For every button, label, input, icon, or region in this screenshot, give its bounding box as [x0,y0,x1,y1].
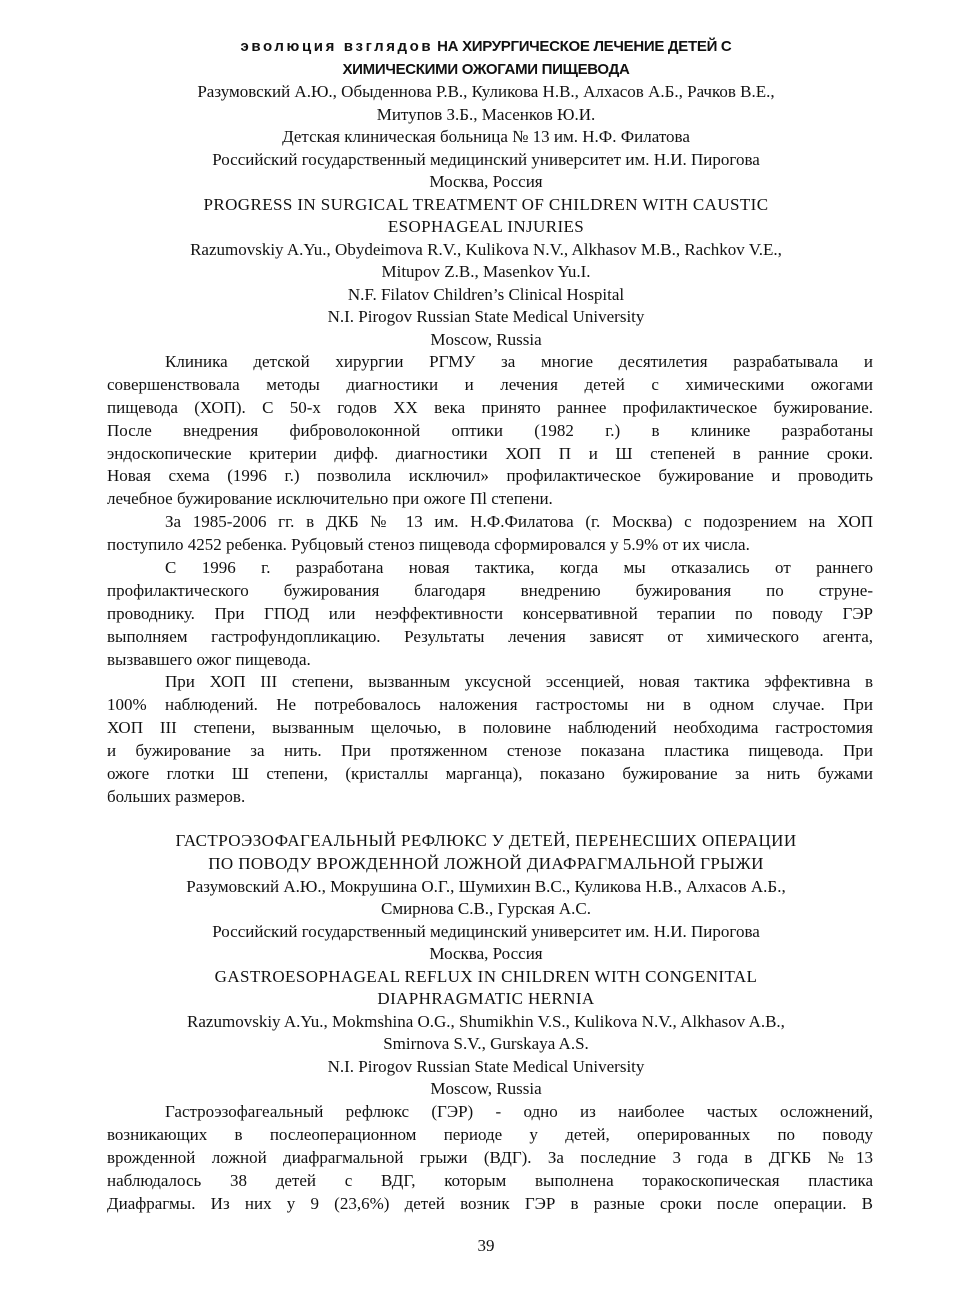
body-line: выполняем гастрофундопликацию. Результаты лечения зависят от химического агента, [107,626,873,646]
body-line: Новая схема (1996 г.) позволила исключил» профилактическое бужирование и проводить [107,466,873,486]
body-line: 100% наблюдений. Не потребовалось наложения гастростомы ни в одном случае. При [107,695,873,715]
body-line: С 1996 г. разработана новая тактика, когда мы отказались от раннего [165,558,873,578]
article1-authors-ru-2: Митупов З.Б., Масенков Ю.И. [376,105,596,124]
article2-authors-en-1: Razumovskiy A.Yu., Mokmshina O.G., Shumikhin V.S., Kulikova N.V., Alkhasov A.B., [187,1012,785,1031]
article1-authors-en-2: Mitupov Z.B., Masenkov Yu.I. [381,262,591,281]
article1-city-ru: Москва, Россия [429,172,543,191]
article2-city-en: Moscow, Russia [430,1079,542,1098]
body-line: Клиника детской хирургии РГМУ за многие десятилетия разрабатывала и [165,352,873,371]
article2-city-ru: Москва, Россия [429,944,543,963]
article1-affiliation-en-1: N.F. Filatov Children’s Clinical Hospital [347,285,625,304]
body-line: больших размеров. [107,786,246,806]
article1-title-line2: ХИМИЧЕСКИМИ ОЖОГАМИ ПИЩЕВОДА [342,61,630,78]
article1-city-en: Moscow, Russia [430,330,542,349]
article1-title-main: НА ХИРУРГИЧЕСКОЕ ЛЕЧЕНИЕ ДЕТЕЙ С [437,38,732,55]
article2-authors-en-2: Smirnova S.V., Gurskaya A.S. [383,1034,589,1053]
article2-affiliation-en-1: N.I. Pirogov Russian State Medical University [327,1057,645,1076]
body-line: проводнику. При ГПОД или неэффективности консервативной терапии по поводу ГЭР [107,603,873,623]
article1-title-en-1: PROGRESS IN SURGICAL TREATMENT OF CHILDREN WITH CAUSTIC [203,195,769,214]
body-line: эндоскопические критерии дифф. диагностики ХОП П и Ш степеней в ранние сроки. [107,443,873,463]
body-line: Диафрагмы. Из них у 9 (23,6%) детей возник ГЭР в разные сроки после операции. В [107,1193,873,1213]
article2-body [107,1101,873,1215]
body-line: После внедрения фиброволоконной оптики (1982 г.) в клинике разработаны [107,420,873,440]
body-line: Гастроэзофагеальный рефлюкс (ГЭР) - одно из наиболее частых осложнений, [165,1102,873,1121]
body-line: За 1985-2006 гг. в ДКБ № 13 им. Н.Ф.Филатова (г. Москва) с подозрением на ХОП [165,512,873,532]
body-line: вызвавшего ожог пищевода. [107,649,311,669]
article1-affiliation-ru-1: Детская клиническая больница № 13 им. Н.Ф. Филатова [282,127,690,146]
body-line: ожоге глотки Ш степени, (кристаллы марганца), показано бужирование за нить бужами [107,764,873,784]
body-line: пищевода (ХОП). С 50-х годов XX века принято раннее профилактическое бужирование. [107,397,873,417]
article1-body [107,351,873,809]
article2-authors-ru-1: Разумовский А.Ю., Мокрушина О.Г., Шумихин В.С., Куликова Н.В., Алхасов А.Б., [186,877,786,896]
body-line: профилактического бужирования благодаря внедрению бужирования по струне- [107,580,873,600]
body-line: При ХОП III степени, вызванным уксусной эссенцией, новая тактика эффективна в [165,672,873,692]
article1-authors-en-1: Razumovskiy A.Yu., Obydeimova R.V., Kulikova N.V., Alkhasov M.B., Rachkov V.E., [190,240,782,259]
body-line: поступило 4252 ребенка. Рубцовый стеноз пищевода сформировался у 5.9% от их числа. [107,535,750,555]
body-line: ХОП III степени, вызванным щелочью, в половине наблюдений необходима гастростомия [107,718,873,738]
article2-title-ru-2: ПО ПОВОДУ ВРОЖДЕННОЙ ЛОЖНОЙ ДИАФРАГМАЛЬНОЙ ГРЫЖИ [208,854,764,873]
page-number: 39 [477,1236,495,1255]
article2-affiliation-ru-1: Российский государственный медицинский университет им. Н.И. Пирогова [212,922,760,941]
article2-title-en-2: DIAPHRAGMATIC HERNIA [377,989,595,1008]
body-line: и бужирование за нить. При протяженном стенозе показана пластика пищевода. При [107,741,873,761]
body-line: возникающих в послеоперационном периоде у детей, оперированных по поводу [107,1124,873,1144]
article2-title-en-1: GASTROESOPHAGEAL REFLUX IN CHILDREN WITH CONGENITAL [214,967,758,986]
article1-title-en-2: ESOPHAGEAL INJURIES [387,217,585,236]
article2-authors-ru-2: Смирнова С.В., Гурская А.С. [380,899,592,918]
article2-title-ru-1: ГАСТРОЭЗОФАГЕАЛЬНЫЙ РЕФЛЮКС У ДЕТЕЙ, ПЕРЕНЕСШИХ ОПЕРАЦИИ [175,831,797,850]
article1-title-prefix: эволюция взглядов [240,38,434,55]
body-line: лечебное бужирование исключительно при ожоге Пl степени. [107,489,553,509]
body-line: врожденной ложной диафрагмальной грыжи (ВДГ). За последние 3 года в ДГКБ №13 [107,1147,873,1167]
article1-title-line1 [0,36,972,58]
article1-authors-ru-1: Разумовский А.Ю., Обыденнова Р.В., Куликова Н.В., Алхасов А.Б., Рачков В.Е., [197,82,775,101]
body-line: совершенствовала методы диагностики и лечения детей с химическими ожогами [107,374,873,394]
article1-affiliation-ru-2: Российский государственный медицинский университет им. Н.И. Пирогова [212,150,760,169]
article1-affiliation-en-2: N.I. Pirogov Russian State Medical University [327,307,645,326]
body-line: наблюдалось 38 детей с ВДГ, которым выполнена торакоскопическая пластика [107,1170,873,1190]
